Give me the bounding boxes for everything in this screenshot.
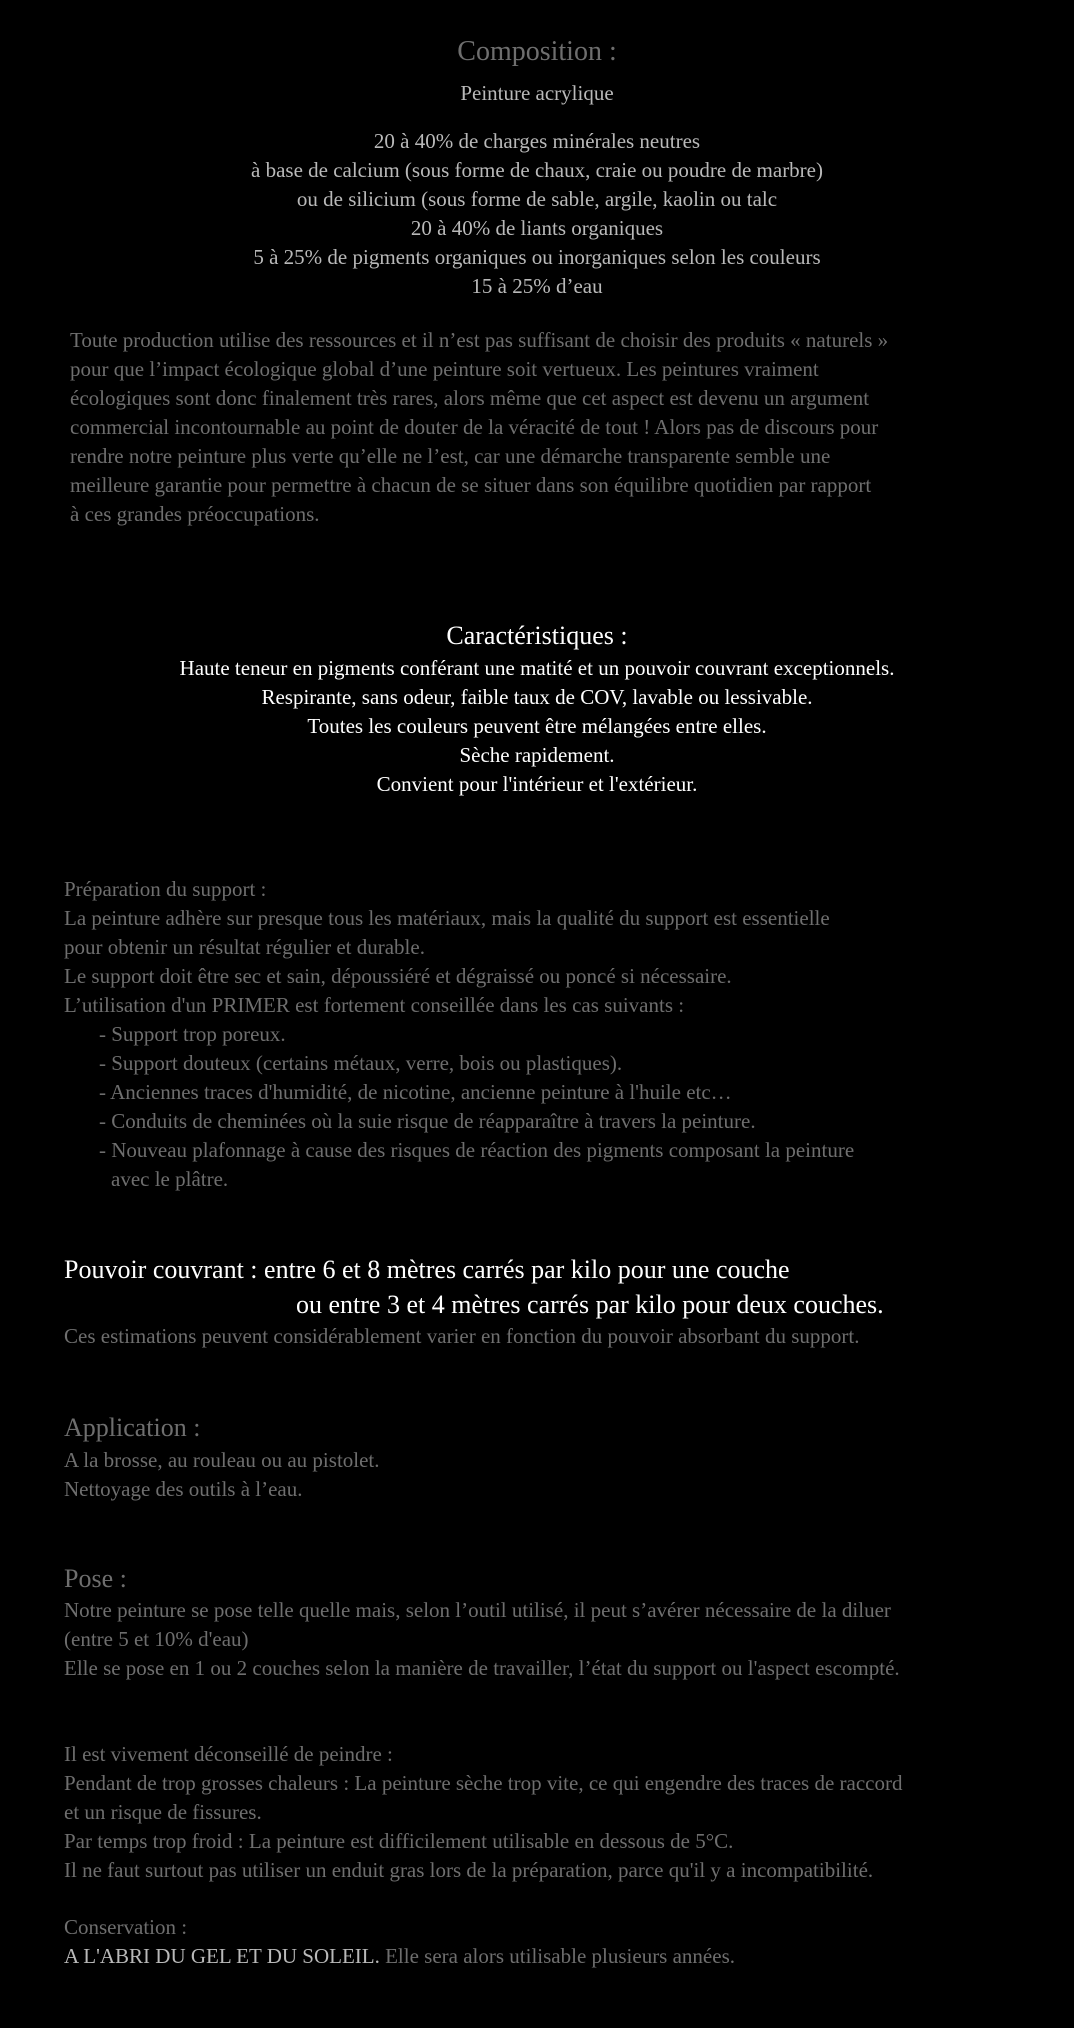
conservation-title: Conservation : [64, 1915, 188, 1939]
characteristic-line: Sèche rapidement. [459, 743, 615, 767]
composition-paragraph [70, 326, 888, 529]
pose-line: Notre peinture se pose telle quelle mais, selon l’outil utilisé, il peut s’avérer nécessaire de la diluer [64, 1598, 891, 1622]
warning-line: Pendant de trop grosses chaleurs : La peinture sèche trop vite, ce qui engendre des traces de raccord [64, 1771, 903, 1795]
composition-line: 20 à 40% de liants organiques [410, 216, 664, 240]
characteristic-line: Haute teneur en pigments conférant une matité et un pouvoir couvrant exceptionnels. [179, 656, 895, 680]
warning-line: et un risque de fissures. [64, 1800, 262, 1824]
paragraph-line: rendre notre peinture plus verte qu’elle ne l’est, car une démarche transparente semble une [70, 444, 831, 468]
warning-line: Par temps trop froid : La peinture est difficilement utilisable en dessous de 5°C. [64, 1829, 734, 1853]
primer-cases-list [64, 1020, 854, 1194]
application-lines [64, 1446, 380, 1504]
coverage-note: Ces estimations peuvent considérablement varier en fonction du pouvoir absorbant du support. [64, 1324, 860, 1348]
characteristics-lines [0, 654, 1074, 799]
conservation-emphasis: A L'ABRI DU GEL ET DU SOLEIL. [64, 1944, 380, 1968]
warning-line: Il ne faut surtout pas utiliser un enduit gras lors de la préparation, parce qu'il y a incompatibilité. [64, 1858, 874, 1882]
pose-title: Pose : [64, 1564, 127, 1593]
warnings-title: Il est vivement déconseillé de peindre : [64, 1742, 393, 1766]
application-line: A la brosse, au rouleau ou au pistolet. [64, 1448, 380, 1472]
composition-line: à base de calcium (sous forme de chaux, craie ou poudre de marbre) [251, 158, 823, 182]
composition-title: Composition : [457, 36, 617, 67]
paragraph-line: Toute production utilise des ressources et il n’est pas suffisant de choisir des produits « naturels » [70, 328, 889, 352]
characteristic-line: Toutes les couleurs peuvent être mélangées entre elles. [307, 714, 767, 738]
preparation-line: L’utilisation d'un PRIMER est fortement conseillée dans les cas suivants : [64, 993, 685, 1017]
coverage-line-2: ou entre 3 et 4 mètres carrés par kilo pour deux couches. [296, 1290, 884, 1319]
preparation-line: pour obtenir un résultat régulier et durable. [64, 935, 425, 959]
pose-line: Elle se pose en 1 ou 2 couches selon la manière de travailler, l’état du support ou l'aspect escompté. [64, 1656, 900, 1680]
warnings-section [64, 1740, 903, 1885]
pose-line: (entre 5 et 10% d'eau) [64, 1627, 249, 1651]
paragraph-line: écologiques sont donc finalement très rares, alors même que cet aspect est devenu un argument [70, 386, 870, 410]
conservation-text [64, 1944, 735, 1969]
application-title: Application : [64, 1413, 201, 1442]
paragraph-line: pour que l’impact écologique global d’une peinture soit vertueux. Les peintures vraiment [70, 357, 819, 381]
preparation-line: Le support doit être sec et sain, dépoussiéré et dégraissé ou poncé si nécessaire. [64, 964, 732, 988]
list-item: - Conduits de cheminées où la suie risque de réapparaître à travers la peinture. [99, 1109, 756, 1133]
composition-lines [0, 127, 1074, 301]
application-line: Nettoyage des outils à l’eau. [64, 1477, 303, 1501]
preparation-section [64, 875, 854, 1194]
pose-lines [64, 1596, 900, 1683]
coverage-line-1: Pouvoir couvrant : entre 6 et 8 mètres carrés par kilo pour une couche [64, 1255, 790, 1284]
preparation-line: La peinture adhère sur presque tous les matériaux, mais la qualité du support est essentielle [64, 906, 830, 930]
characteristic-line: Respirante, sans odeur, faible taux de COV, lavable ou lessivable. [261, 685, 813, 709]
list-item: - Support douteux (certains métaux, verre, bois ou plastiques). [99, 1051, 623, 1075]
list-item: - Support trop poreux. [99, 1022, 286, 1046]
composition-line: 20 à 40% de charges minérales neutres [373, 129, 701, 153]
list-item: - Anciennes traces d'humidité, de nicotine, ancienne peinture à l'huile etc… [99, 1080, 732, 1104]
composition-line: ou de silicium (sous forme de sable, argile, kaolin ou talc [296, 187, 778, 211]
list-item-continuation: avec le plâtre. [111, 1167, 229, 1191]
characteristic-line: Convient pour l'intérieur et l'extérieur. [376, 772, 698, 796]
preparation-title: Préparation du support : [64, 877, 267, 901]
list-item: - Nouveau plafonnage à cause des risques de réaction des pigments composant la peinture [99, 1138, 855, 1162]
paragraph-line: commercial incontournable au point de douter de la véracité de tout ! Alors pas de discours pour [70, 415, 879, 439]
composition-line: 15 à 25% d’eau [471, 274, 603, 298]
characteristics-title: Caractéristiques : [446, 621, 628, 650]
composition-line: 5 à 25% de pigments organiques ou inorganiques selon les couleurs [253, 245, 821, 269]
composition-subtitle: Peinture acrylique [460, 81, 614, 105]
paragraph-line: à ces grandes préoccupations. [70, 502, 320, 526]
conservation-rest: Elle sera alors utilisable plusieurs années. [379, 1944, 735, 1968]
paragraph-line: meilleure garantie pour permettre à chacun de se situer dans son équilibre quotidien par rapport [70, 473, 872, 497]
